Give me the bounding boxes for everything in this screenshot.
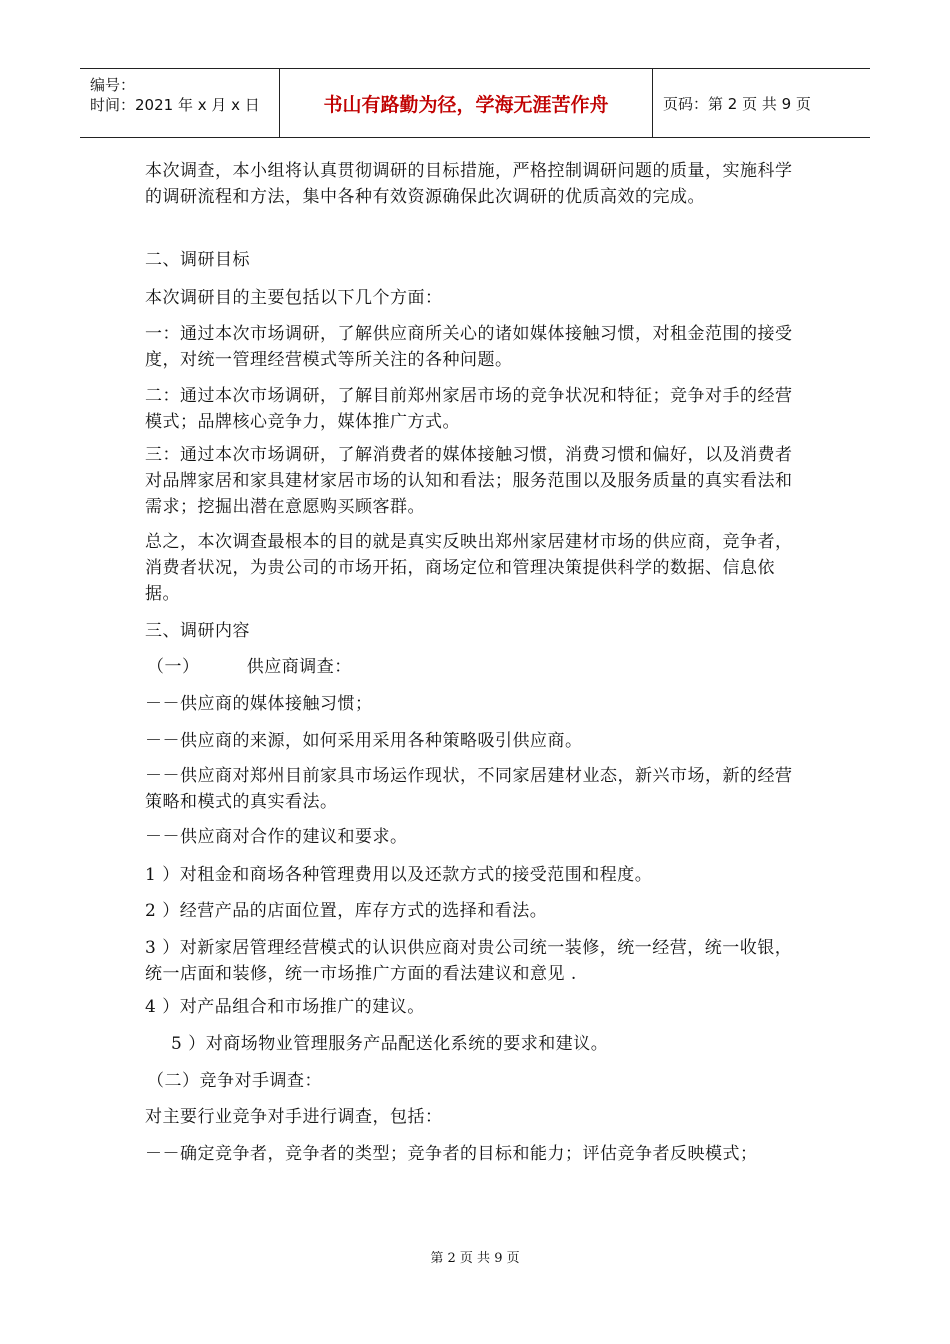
goal-item-2: 二：通过本次市场调研，了解目前郑州家居市场的竞争状况和特征；竞争对手的经营模式；品牌核心竞争力，媒体推广方式。 xyxy=(145,386,793,432)
section-heading-content: 三、调研内容 xyxy=(145,621,250,641)
date-label: 时间：2021 年 x 月 x 日 xyxy=(90,96,260,114)
paragraph: 对主要行业竞争对手进行调查，包括： xyxy=(145,1107,443,1127)
number-label: 编号： xyxy=(90,76,136,94)
numbered-item-2: 2 ）经营产品的店面位置，库存方式的选择和看法。 xyxy=(145,901,548,921)
goal-item-3: 三：通过本次市场调研，了解消费者的媒体接触习惯，消费习惯和偏好，以及消费者对品牌家居和家具建材家居市场的认知和看法；服务范围以及服务质量的真实看法和需求；挖掘出潜在意愿购买顾客群。 xyxy=(145,445,793,517)
subsection-heading-competitors: （二）竞争对手调查： xyxy=(147,1071,322,1091)
header-meta xyxy=(80,69,280,137)
header-page-label: 页码：第 2 页 共 9 页 xyxy=(663,94,811,113)
numbered-item-1: 1 ）对租金和商场各种管理费用以及还款方式的接受范围和程度。 xyxy=(145,865,653,885)
goal-item-1: 一：通过本次市场调研，了解供应商所关心的诸如媒体接触习惯，对租金范围的接受度，对统一管理经营模式等所关注的各种问题。 xyxy=(145,324,793,370)
list-item: －－供应商对郑州目前家具市场运作现状，不同家居建材业态，新兴市场，新的经营策略和模式的真实看法。 xyxy=(145,766,793,812)
numbered-item-5: 5 ）对商场物业管理服务产品配送化系统的要求和建议。 xyxy=(171,1034,609,1054)
subsection-heading-suppliers: （一） 供应商调查： xyxy=(147,657,352,677)
numbered-item-4: 4 ）对产品组合和市场推广的建议。 xyxy=(145,997,425,1017)
paragraph: 本次调研目的主要包括以下几个方面： xyxy=(145,288,443,308)
page-footer: 第 2 页 共 9 页 xyxy=(430,1251,520,1266)
intro-paragraph: 本次调查，本小组将认真贯彻调研的目标措施，严格控制调研问题的质量，实施科学的调研流程和方法，集中各种有效资源确保此次调研的优质高效的完成。 xyxy=(145,161,793,207)
numbered-item-3: 3 ）对新家居管理经营模式的认识供应商对贵公司统一装修，统一经营，统一收银，统一店面和装修，统一市场推广方面的看法建议和意见 . xyxy=(145,938,793,984)
list-item: －－确定竞争者，竞争者的类型；竞争者的目标和能力；评估竞争者反映模式； xyxy=(145,1144,758,1164)
list-item: －－供应商对合作的建议和要求。 xyxy=(145,827,408,847)
summary-paragraph: 总之，本次调查最根本的目的就是真实反映出郑州家居建材市场的供应商，竞争者，消费者状况，为贵公司的市场开拓，商场定位和管理决策提供科学的数据、信息依据。 xyxy=(145,532,793,604)
section-heading-goals: 二、调研目标 xyxy=(145,250,250,270)
list-item: －－供应商的媒体接触习惯； xyxy=(145,694,373,714)
list-item: －－供应商的来源，如何采用采用各种策略吸引供应商。 xyxy=(145,731,583,751)
page-header xyxy=(80,68,870,138)
header-motto: 书山有路勤为径，学海无涯苦作舟 xyxy=(280,69,653,137)
